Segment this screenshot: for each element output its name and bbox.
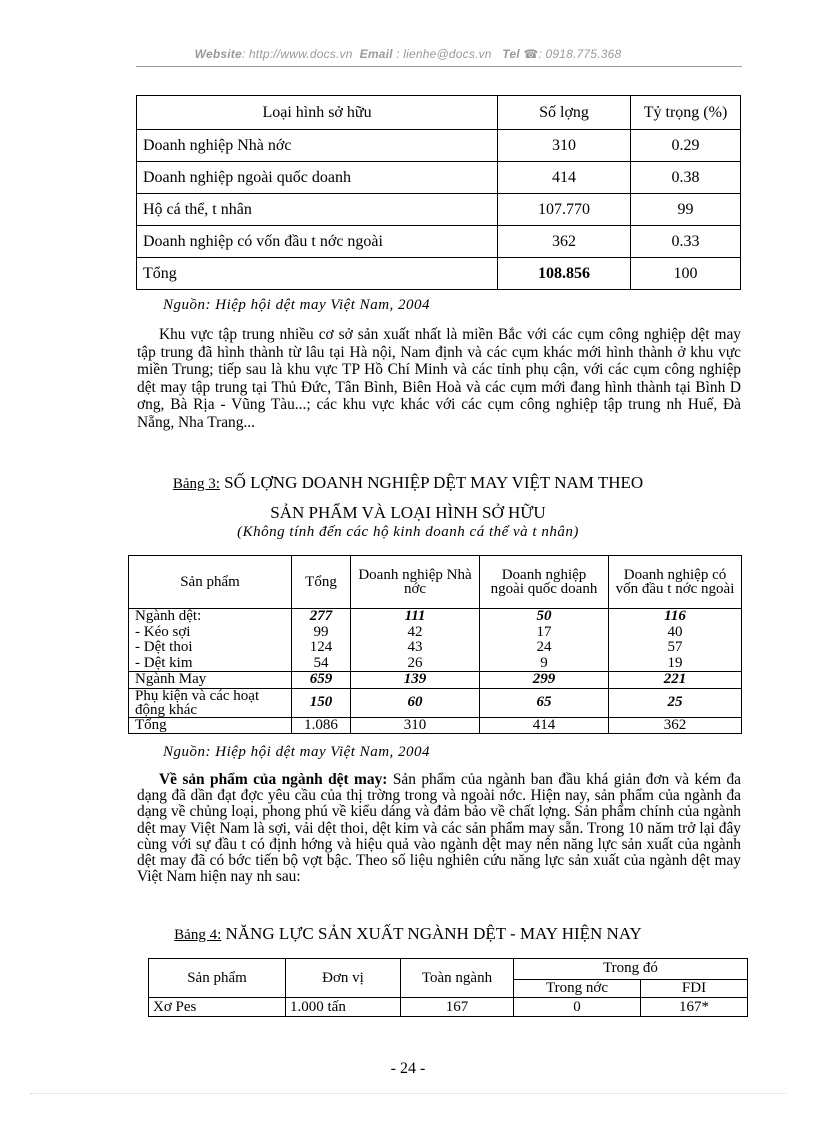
cell-line: 42 bbox=[407, 623, 423, 640]
cell-line: 57 bbox=[667, 639, 683, 655]
table-total-row bbox=[137, 258, 741, 290]
cell-textile-total bbox=[292, 609, 351, 672]
table3-title-line1: SỐ LỢNG DOANH NGHIỆP DỆT MAY VIỆT NAM THEO bbox=[224, 473, 644, 492]
cell-textile-fdi bbox=[609, 609, 742, 672]
cell: Doanh nghiệp có vốn đầu t nớc ngoài bbox=[137, 226, 498, 258]
col-header-product: Sản phẩm bbox=[129, 556, 292, 609]
enterprise-count-table bbox=[128, 555, 742, 734]
cell: 139 bbox=[351, 672, 480, 689]
table3-subtitle: (Không tính đến các hộ kinh doanh cá thể và t nhân) bbox=[237, 524, 579, 540]
cell: 414 bbox=[498, 162, 631, 194]
tel-label: Tel bbox=[502, 47, 520, 61]
page-header bbox=[0, 47, 816, 61]
email-address[interactable]: : lienhe@docs.vn bbox=[396, 47, 492, 61]
table4-title bbox=[0, 924, 816, 944]
table3-title-2: SẢN PHẨM VÀ LOẠI HÌNH SỞ HỮU bbox=[270, 503, 546, 522]
cell-line: 40 bbox=[667, 623, 683, 640]
col-header-count: Số lợng bbox=[498, 96, 631, 130]
cell-line: 9 bbox=[540, 654, 548, 671]
table4-label: Bảng 4: bbox=[174, 927, 222, 943]
cell: 659 bbox=[292, 672, 351, 689]
cell: Ngành May bbox=[129, 672, 292, 689]
cell-line: Ngành dệt: bbox=[135, 608, 202, 624]
ownership-table bbox=[136, 95, 741, 290]
paragraph-regions bbox=[137, 326, 741, 431]
cell-line: 24 bbox=[536, 639, 552, 655]
cell: 100 bbox=[631, 258, 741, 290]
cell: 0.38 bbox=[631, 162, 741, 194]
cell: Tổng bbox=[129, 717, 292, 734]
cell: 107.770 bbox=[498, 194, 631, 226]
cell-line: - Dệt thoi bbox=[135, 639, 193, 655]
table-row bbox=[137, 226, 741, 258]
table-header-row bbox=[149, 959, 748, 980]
cell-line: 54 bbox=[313, 654, 329, 671]
cell-line: 17 bbox=[536, 623, 552, 640]
col-header-share: Tỷ trọng (%) bbox=[631, 96, 741, 130]
cell-line: 19 bbox=[667, 654, 683, 671]
capacity-table bbox=[148, 958, 748, 1017]
cell: 0.33 bbox=[631, 226, 741, 258]
cell: 310 bbox=[351, 717, 480, 734]
cell: 362 bbox=[609, 717, 742, 734]
cell: Hộ cá thể, t nhân bbox=[137, 194, 498, 226]
cell: 362 bbox=[498, 226, 631, 258]
col-header-ownership: Loại hình sở hữu bbox=[137, 96, 498, 130]
cell: Doanh nghiệp Nhà nớc bbox=[137, 130, 498, 162]
tel-number: ☎: 0918.775.368 bbox=[523, 47, 622, 61]
col-header-fdi: FDI bbox=[641, 979, 748, 997]
cell: Xơ Pes bbox=[149, 998, 286, 1017]
paragraph-body: Sản phẩm của ngành ban đầu khá giản đơn và kém đa dạng đã dần đạt đợc yêu cầu của thị trờng trong và ngoài nớc. Hiện nay, sản phẩm của ngành đa dạng về chủng loại, phong phú về kiểu dáng và đảm bảo về chất lợng. Sản phẩm chính của ngành dệt may Việt Nam là sợi, vải dệt thoi, dệt kim và các sản phẩm may sẵn. Trong 10 năm trở lại đây cùng với sự đầu t có định hớng và hiệu quả vào ngành dệt may nên năng lực sản xuất của ngành dệt may đã có bớc tiến bộ vợt bậc. Theo số liệu nghiên cứu năng lực sản xuất của ngành dệt may Việt Nam hiện nay nh sau: bbox=[137, 771, 741, 886]
website-label: Website bbox=[194, 47, 242, 61]
col-header-industry: Toàn ngành bbox=[401, 959, 514, 998]
cell-line: 26 bbox=[407, 654, 423, 671]
col-header-of-which: Trong đó bbox=[514, 959, 748, 980]
col-header-product: Sản phẩm bbox=[149, 959, 286, 998]
cell-line: 50 bbox=[536, 608, 552, 624]
table-row bbox=[149, 998, 748, 1017]
cell-line: 99 bbox=[313, 623, 329, 640]
email-label: Email bbox=[359, 47, 393, 61]
col-header-total: Tổng bbox=[292, 556, 351, 609]
cell: 167* bbox=[641, 998, 748, 1017]
cell: Tổng bbox=[137, 258, 498, 290]
table-header-row bbox=[137, 96, 741, 130]
table-header-row bbox=[129, 556, 742, 609]
table3-source: Nguồn: Hiệp hội dệt may Việt Nam, 2004 bbox=[163, 744, 431, 760]
table-row-accessories bbox=[129, 688, 742, 717]
col-header-non-state: Doanh nghiệp ngoài quốc doanh bbox=[480, 556, 609, 609]
cell: 1.000 tấn bbox=[286, 998, 401, 1017]
col-header-state: Doanh nghiệp Nhà nớc bbox=[351, 556, 480, 609]
cell-line: 116 bbox=[664, 608, 686, 624]
website-url[interactable]: : http://www.docs.vn bbox=[241, 47, 353, 61]
cell: Doanh nghiệp ngoài quốc doanh bbox=[137, 162, 498, 194]
cell: 108.856 bbox=[498, 258, 631, 290]
header-divider bbox=[136, 66, 742, 67]
table-row bbox=[137, 130, 741, 162]
paragraph-text: Khu vực tập trung nhiều cơ sở sản xuất nhất là miền Bắc với các cụm công nghiệp dệt may tập trung đã hình thành từ lâu tại Hà nội, Nam định và các cụm khác mới hình thành ở khu vực miền Trung; tiếp sau là khu vực TP Hồ Chí Minh và các tỉnh phụ cận, với các cụm công nghiệp dệt may tập trung tại Thủ Đức, Tân Bình, Biên Hoà và các cụm mới đang hình thành tại Bình D ơng, Bà Rịa - Vũng Tàu...; các khu vực khác với các cụm công nghiệp tập trung nh Huế, Đà Nẵng, Nha Trang... bbox=[137, 326, 741, 431]
cell-line: - Dệt kim bbox=[135, 654, 193, 671]
page-number: - 24 - bbox=[390, 1060, 426, 1077]
col-header-domestic: Trong nớc bbox=[514, 979, 641, 997]
cell: 1.086 bbox=[292, 717, 351, 734]
cell: 0 bbox=[514, 998, 641, 1017]
table3-title bbox=[0, 473, 816, 493]
footer-divider bbox=[30, 1093, 786, 1094]
cell: 167 bbox=[401, 998, 514, 1017]
cell: 65 bbox=[480, 688, 609, 717]
cell: 25 bbox=[609, 688, 742, 717]
paragraph-lead: Về sản phẩm của ngành dệt may: bbox=[159, 771, 388, 788]
table1-source: Nguồn: Hiệp hội dệt may Việt Nam, 2004 bbox=[163, 297, 431, 313]
cell: Phụ kiện và các hoạt động khác bbox=[129, 688, 292, 717]
cell: 0.29 bbox=[631, 130, 741, 162]
table3-label: Bảng 3: bbox=[172, 476, 220, 492]
cell: 150 bbox=[292, 688, 351, 717]
cell: 414 bbox=[480, 717, 609, 734]
cell: 60 bbox=[351, 688, 480, 717]
cell-line: 43 bbox=[407, 639, 423, 655]
cell: 99 bbox=[631, 194, 741, 226]
table-total-row bbox=[129, 717, 742, 734]
col-header-unit: Đơn vị bbox=[286, 959, 401, 998]
table-row-textile bbox=[129, 609, 742, 672]
paragraph-products bbox=[137, 772, 741, 885]
col-header-fdi: Doanh nghiệp có vốn đầu t nớc ngoài bbox=[609, 556, 742, 609]
cell-line: 277 bbox=[309, 608, 333, 624]
table-row-garment bbox=[129, 672, 742, 689]
cell: 221 bbox=[609, 672, 742, 689]
cell-textile-labels bbox=[129, 609, 292, 672]
paragraph-text bbox=[137, 772, 741, 885]
cell-line: 111 bbox=[404, 608, 426, 624]
cell-textile-state bbox=[351, 609, 480, 672]
table4-title-text: NĂNG LỰC SẢN XUẤT NGÀNH DỆT - MAY HIỆN NAY bbox=[225, 924, 642, 943]
table-row bbox=[137, 162, 741, 194]
cell-textile-non-state bbox=[480, 609, 609, 672]
cell: 310 bbox=[498, 130, 631, 162]
cell-line: 124 bbox=[309, 639, 333, 655]
table-row bbox=[137, 194, 741, 226]
cell: 299 bbox=[480, 672, 609, 689]
cell-line: - Kéo sợi bbox=[135, 623, 191, 640]
